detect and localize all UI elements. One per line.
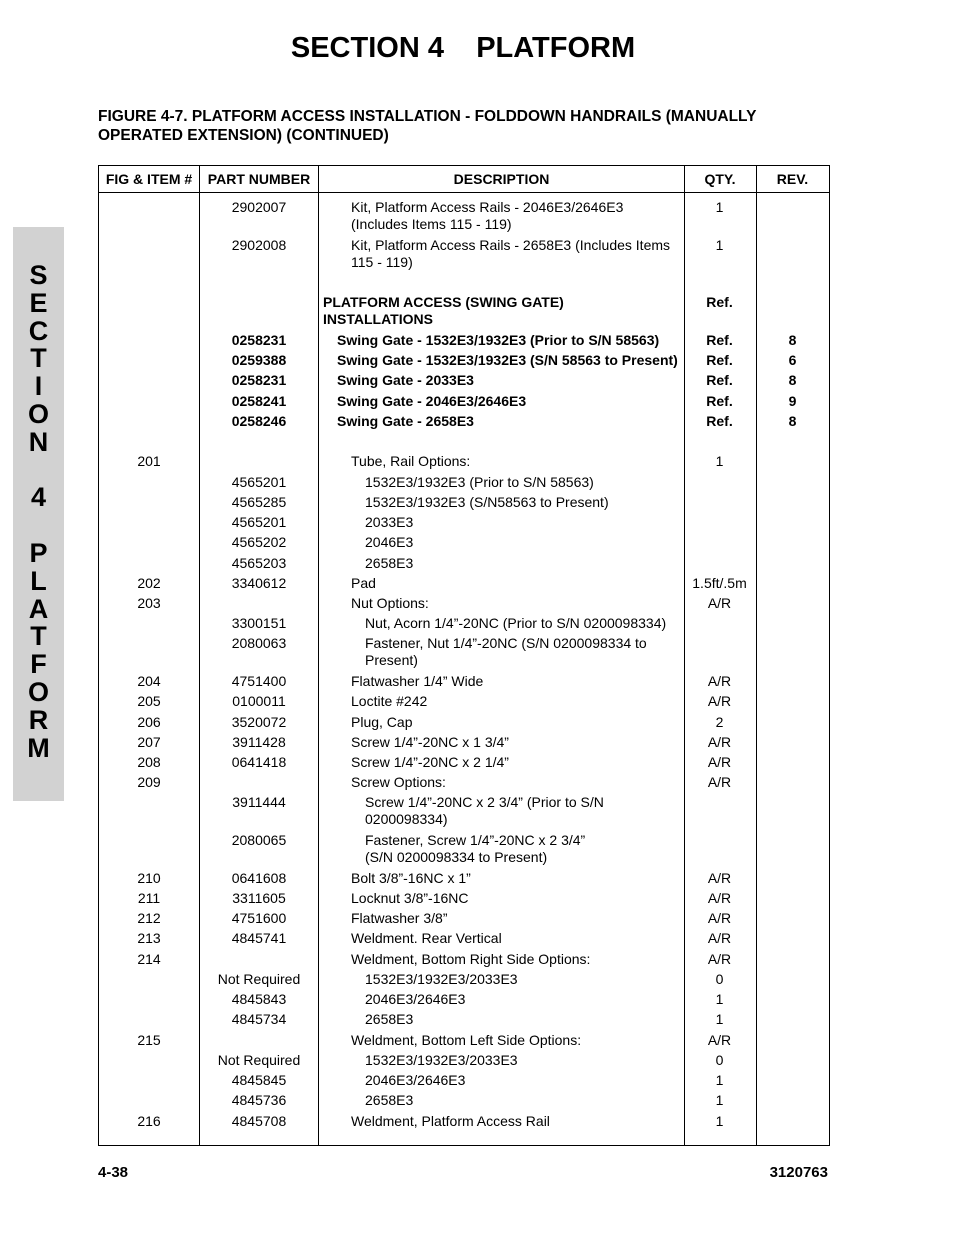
description-cell: Swing Gate - 2046E3/2646E3 [337, 393, 527, 409]
table-row [99, 910, 829, 927]
qty-cell: 1 [715, 991, 724, 1007]
fig-item-cell: 206 [137, 714, 161, 730]
part-number-cell: 4845734 [231, 1011, 287, 1027]
figure-title: FIGURE 4-7. PLATFORM ACCESS INSTALLATION - FOLDDOWN HANDRAILS (MANUALLY OPERATED EXTENSION) (CONTINUED) [98, 108, 757, 144]
qty-cell: A/R [707, 1032, 732, 1048]
description-cell: 1532E3/1932E3/2033E3 [365, 971, 518, 987]
description-cell: Nut Options: [351, 595, 429, 611]
qty-cell: Ref. [706, 393, 733, 409]
qty-cell: A/R [707, 734, 732, 750]
table-row [99, 413, 829, 430]
side-tab-letter: R [28, 704, 49, 735]
column-header-fig-item: FIG & ITEM # [105, 171, 193, 187]
part-number-cell: 2080065 [231, 832, 287, 848]
table-row [99, 1011, 829, 1028]
description-cell: PLATFORM ACCESS (SWING GATE) INSTALLATIONS [323, 294, 564, 327]
part-number-cell: 3911444 [232, 794, 286, 810]
fig-item-cell: 212 [137, 910, 161, 926]
table-row [99, 794, 829, 828]
table-row [99, 615, 829, 632]
side-tab-letter: C [28, 315, 49, 346]
description-cell: Kit, Platform Access Rails - 2658E3 (Includes Items 115 - 119) [351, 237, 671, 270]
rev-cell: 8 [788, 332, 797, 348]
description-cell: Swing Gate - 1532E3/1932E3 (S/N 58563 to Present) [337, 352, 678, 368]
part-number-cell: 4751600 [231, 910, 287, 926]
fig-item-cell: 215 [137, 1032, 161, 1048]
description-cell: Screw 1/4”-20NC x 2 3/4” (Prior to S/N 0200098334) [365, 794, 604, 827]
description-cell: Nut, Acorn 1/4”-20NC (Prior to S/N 0200098334) [365, 615, 667, 631]
qty-cell: A/R [707, 693, 732, 709]
fig-item-cell: 208 [137, 754, 161, 770]
description-cell: Screw 1/4”-20NC x 2 1/4” [351, 754, 509, 770]
description-cell: 2033E3 [365, 514, 414, 530]
qty-cell: A/R [707, 774, 732, 790]
qty-cell: Ref. [706, 413, 733, 429]
column-header-rev: REV. [776, 171, 809, 187]
qty-cell: 1 [715, 1011, 724, 1027]
description-cell: Swing Gate - 1532E3/1932E3 (Prior to S/N 58563) [337, 332, 660, 348]
description-cell: 2046E3/2646E3 [365, 991, 466, 1007]
part-number-cell: 4565203 [231, 555, 287, 571]
table-row [99, 494, 829, 511]
table-row [99, 332, 829, 349]
table-row [99, 453, 829, 470]
part-number-cell: 4845741 [231, 930, 287, 946]
part-number-cell: 0641418 [231, 754, 287, 770]
description-cell: Kit, Platform Access Rails - 2046E3/2646E3 (Includes Items 115 - 119) [351, 199, 624, 232]
fig-item-cell: 201 [137, 453, 161, 469]
table-row [99, 991, 829, 1008]
description-cell: Weldment, Bottom Left Side Options: [351, 1032, 582, 1048]
table-row [99, 1072, 829, 1089]
description-cell: Swing Gate - 2033E3 [337, 372, 474, 388]
part-number-cell: 2080063 [231, 635, 287, 651]
table-row [99, 890, 829, 907]
table-row [99, 774, 829, 791]
table-row [99, 474, 829, 491]
qty-cell: 2 [715, 714, 724, 730]
qty-cell: 1 [715, 1113, 724, 1129]
part-number-cell: 0258231 [231, 372, 287, 388]
rev-cell: 6 [788, 352, 797, 368]
side-tab-letter: E [29, 287, 48, 318]
part-number-cell: 2902007 [231, 199, 287, 215]
column-header-qty: QTY. [704, 171, 736, 187]
qty-cell: 1.5ft/.5m [692, 575, 747, 591]
table-row [99, 714, 829, 731]
table-row [99, 1113, 829, 1130]
table-row [99, 514, 829, 531]
side-tab-letter: T [30, 621, 47, 652]
table-row [99, 534, 829, 551]
part-number-cell: 0100011 [232, 693, 286, 709]
part-number-cell: 3311605 [232, 890, 286, 906]
description-cell: Loctite #242 [351, 693, 428, 709]
part-number-cell: 2902008 [231, 237, 287, 253]
description-cell: Locknut 3/8”-16NC [351, 890, 469, 906]
part-number-cell: 0258241 [231, 393, 287, 409]
table-row [99, 635, 829, 669]
qty-cell: 1 [715, 1092, 724, 1108]
table-row [99, 1032, 829, 1049]
table-row [99, 673, 829, 690]
header-divider [99, 192, 829, 193]
qty-cell: 1 [715, 1072, 724, 1088]
table-row [99, 930, 829, 947]
fig-item-cell: 210 [137, 870, 161, 886]
part-number-cell: 3520072 [231, 714, 287, 730]
description-cell: Bolt 3/8”-16NC x 1” [351, 870, 471, 886]
description-cell: 1532E3/1932E3/2033E3 [365, 1052, 518, 1068]
description-cell: Flatwasher 3/8” [351, 910, 448, 926]
section-side-tab [13, 227, 64, 801]
table-row [99, 199, 829, 233]
part-number-cell: 4565201 [231, 474, 287, 490]
qty-cell: 1 [715, 199, 724, 215]
description-cell: Screw 1/4”-20NC x 1 3/4” [351, 734, 509, 750]
table-row [99, 1052, 829, 1069]
description-cell: Weldment, Platform Access Rail [351, 1113, 550, 1129]
side-tab-letter: F [30, 649, 47, 680]
description-cell: Plug, Cap [351, 714, 413, 730]
description-cell: 2658E3 [365, 555, 414, 571]
description-cell: Flatwasher 1/4” Wide [351, 673, 484, 689]
fig-item-cell: 204 [137, 673, 161, 689]
side-tab-letter: 4 [30, 482, 47, 513]
table-row [99, 372, 829, 389]
fig-item-cell: 203 [137, 595, 161, 611]
table-row [99, 237, 829, 271]
part-number-cell: Not Required [217, 971, 301, 987]
side-tab-letter: M [27, 732, 50, 763]
fig-item-cell: 214 [137, 951, 161, 967]
rev-cell: 8 [788, 413, 797, 429]
part-number-cell: 4565201 [231, 514, 287, 530]
description-cell: Screw Options: [351, 774, 446, 790]
fig-item-cell: 211 [137, 890, 161, 906]
description-cell: Pad [351, 575, 376, 591]
side-tab-letter: O [27, 398, 49, 429]
side-tab-letter [13, 512, 64, 540]
fig-item-cell: 216 [137, 1113, 161, 1129]
table-row [99, 754, 829, 771]
side-tab-letter: T [30, 343, 47, 374]
table-row [99, 294, 829, 328]
qty-cell: 1 [715, 237, 724, 253]
part-number-cell: 3340612 [231, 575, 287, 591]
qty-cell: Ref. [706, 294, 733, 310]
part-number-cell: 0641608 [231, 870, 287, 886]
side-tab-letter: N [28, 426, 49, 457]
qty-cell: 0 [715, 971, 724, 987]
part-number-cell: 4845843 [231, 991, 287, 1007]
qty-cell: A/R [707, 754, 732, 770]
column-header-part-number: PART NUMBER [207, 171, 311, 187]
parts-table [98, 165, 830, 1146]
side-tab-letter: S [29, 260, 48, 290]
table-row [99, 555, 829, 572]
rev-cell: 8 [788, 372, 797, 388]
side-tab-letter: P [29, 537, 48, 568]
description-cell: Tube, Rail Options: [351, 453, 471, 469]
table-row [99, 832, 829, 866]
table-row [99, 693, 829, 710]
qty-cell: A/R [707, 910, 732, 926]
qty-cell: A/R [707, 930, 732, 946]
part-number-cell: 4565202 [231, 534, 287, 550]
part-number-cell: 4845845 [231, 1072, 287, 1088]
description-cell: 2658E3 [365, 1092, 414, 1108]
fig-item-cell: 213 [137, 930, 161, 946]
table-row [99, 352, 829, 369]
part-number-cell: 3911428 [232, 734, 286, 750]
description-cell: 2046E3 [365, 534, 414, 550]
qty-cell: Ref. [706, 332, 733, 348]
table-row [99, 870, 829, 887]
part-number-cell: 4845708 [231, 1113, 287, 1129]
part-number-cell: 0258231 [231, 332, 287, 348]
part-number-cell: 4565285 [231, 494, 287, 510]
fig-item-cell: 207 [137, 734, 161, 750]
qty-cell: A/R [707, 595, 732, 611]
table-row [99, 1092, 829, 1109]
part-number-cell: 4751400 [231, 673, 287, 689]
part-number-cell: 3300151 [231, 615, 287, 631]
side-tab-letter: I [34, 371, 43, 402]
qty-cell: A/R [707, 951, 732, 967]
description-cell: Weldment. Rear Vertical [351, 930, 502, 946]
side-tab-letter: A [28, 593, 49, 624]
description-cell: Fastener, Screw 1/4”-20NC x 2 3/4” (S/N 0200098334 to Present) [365, 832, 586, 865]
side-tab-letter [13, 457, 64, 485]
description-cell: Swing Gate - 2658E3 [337, 413, 474, 429]
table-row [99, 971, 829, 988]
fig-item-cell: 205 [137, 693, 161, 709]
qty-cell: Ref. [706, 352, 733, 368]
description-cell: Fastener, Nut 1/4”-20NC (S/N 0200098334 to Present) [365, 635, 647, 668]
description-cell: 1532E3/1932E3 (S/N58563 to Present) [365, 494, 609, 510]
qty-cell: A/R [707, 870, 732, 886]
table-row [99, 393, 829, 410]
table-row [99, 595, 829, 612]
description-cell: 2658E3 [365, 1011, 414, 1027]
section-title: SECTION 4 PLATFORM [290, 32, 636, 64]
description-cell: 2046E3/2646E3 [365, 1072, 466, 1088]
table-row [99, 734, 829, 751]
description-cell: 1532E3/1932E3 (Prior to S/N 58563) [365, 474, 594, 490]
page-number: 4-38 [98, 1164, 129, 1181]
qty-cell: A/R [707, 673, 732, 689]
qty-cell: 1 [715, 453, 724, 469]
document-number: 3120763 [769, 1164, 828, 1181]
qty-cell: Ref. [706, 372, 733, 388]
fig-item-cell: 209 [137, 774, 161, 790]
description-cell: Weldment, Bottom Right Side Options: [351, 951, 591, 967]
part-number-cell: 0258246 [231, 413, 287, 429]
rev-cell: 9 [788, 393, 797, 409]
qty-cell: A/R [707, 890, 732, 906]
table-row [99, 951, 829, 968]
qty-cell: 0 [715, 1052, 724, 1068]
fig-item-cell: 202 [137, 575, 161, 591]
part-number-cell: 4845736 [231, 1092, 287, 1108]
side-tab-letter: O [27, 676, 49, 707]
column-header-description: DESCRIPTION [453, 171, 550, 187]
side-tab-letter: L [30, 565, 47, 596]
part-number-cell: Not Required [217, 1052, 301, 1068]
table-row [99, 575, 829, 592]
part-number-cell: 0259388 [231, 352, 287, 368]
